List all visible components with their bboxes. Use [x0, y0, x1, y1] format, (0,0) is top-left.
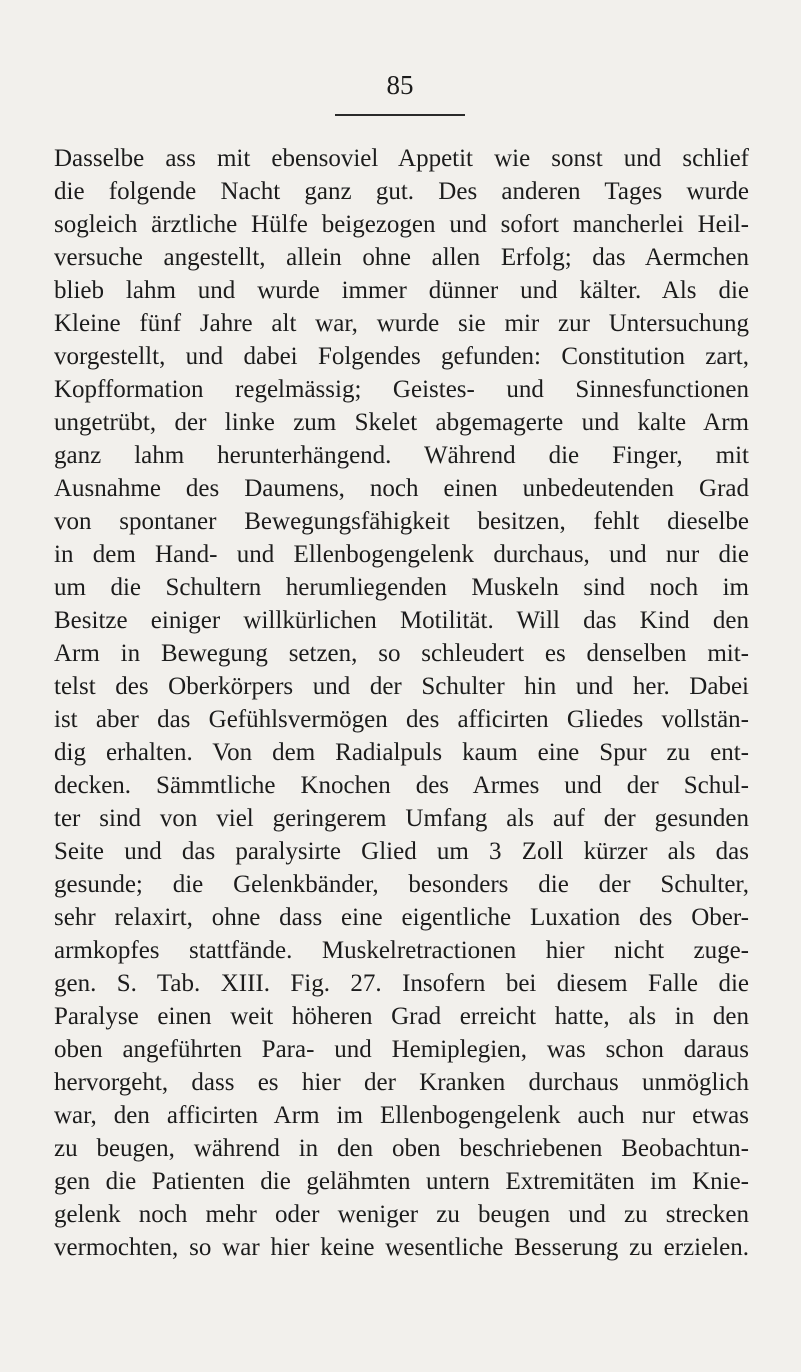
- text-line: hervorgeht, dass es hier der Kranken durchaus unmöglich: [54, 1069, 749, 1096]
- text-line: von spontaner Bewegungsfähigkeit besitzen, fehlt dieselbe: [54, 508, 749, 535]
- text-line: Arm in Bewegung setzen, so schleudert es denselben mit-: [54, 640, 749, 667]
- text-line: Seite und das paralysirte Glied um 3 Zoll kürzer als das: [54, 838, 749, 865]
- text-line: ter sind von viel geringerem Umfang als auf der gesunden: [54, 805, 749, 832]
- page-number: 85: [386, 70, 414, 100]
- text-line: vorgestellt, und dabei Folgendes gefunden: Constitution zart,: [54, 343, 749, 370]
- text-line: gen. S. Tab. XIII. Fig. 27. Insofern bei diesem Falle die: [54, 970, 749, 997]
- text-line: gen die Patienten die gelähmten untern Extremitäten im Knie-: [54, 1168, 749, 1195]
- text-line: war, den afficirten Arm im Ellenbogengelenk auch nur etwas: [54, 1102, 749, 1129]
- text-line: armkopfes stattfände. Muskelretractionen hier nicht zuge-: [54, 937, 749, 964]
- text-line: vermochten, so war hier keine wesentliche Besserung zu erzielen.: [54, 1234, 749, 1261]
- text-line: gelenk noch mehr oder weniger zu beugen und zu strecken: [54, 1201, 749, 1228]
- text-line: Kopfformation regelmässig; Geistes- und Sinnesfunctionen: [54, 376, 749, 403]
- text-line: ungetrübt, der linke zum Skelet abgemagerte und kalte Arm: [54, 409, 749, 436]
- text-line: sogleich ärztliche Hülfe beigezogen und sofort mancherlei Heil-: [54, 211, 749, 238]
- text-line: um die Schultern herumliegenden Muskeln sind noch im: [54, 574, 749, 601]
- text-line: Dasselbe ass mit ebensoviel Appetit wie sonst und schlief: [54, 145, 749, 172]
- header-rule: [335, 114, 465, 116]
- text-line: decken. Sämmtliche Knochen des Armes und der Schul-: [54, 772, 749, 799]
- text-line: sehr relaxirt, ohne dass eine eigentliche Luxation des Ober-: [54, 904, 749, 931]
- text-line: Besitze einiger willkürlichen Motilität. Will das Kind den: [54, 607, 749, 634]
- text-line: die folgende Nacht ganz gut. Des anderen Tages wurde: [54, 178, 749, 205]
- text-line: ist aber das Gefühlsvermögen des afficirten Gliedes vollstän-: [54, 706, 749, 733]
- text-line: ganz lahm herunterhängend. Während die Finger, mit: [54, 442, 749, 469]
- text-line: gesunde; die Gelenkbänder, besonders die der Schulter,: [54, 871, 749, 898]
- text-line: in dem Hand- und Ellenbogengelenk durchaus, und nur die: [54, 541, 749, 568]
- text-line: telst des Oberkörpers und der Schulter hin und her. Dabei: [54, 673, 749, 700]
- text-line: versuche angestellt, allein ohne allen Erfolg; das Aermchen: [54, 244, 749, 271]
- text-line: Kleine fünf Jahre alt war, wurde sie mir zur Untersuchung: [54, 310, 749, 337]
- text-line: Ausnahme des Daumens, noch einen unbedeutenden Grad: [54, 475, 749, 502]
- text-line: zu beugen, während in den oben beschriebenen Beobachtun-: [54, 1135, 749, 1162]
- text-line: oben angeführten Para- und Hemiplegien, was schon daraus: [54, 1036, 749, 1063]
- text-line: dig erhalten. Von dem Radialpuls kaum eine Spur zu ent-: [54, 739, 749, 766]
- text-line: blieb lahm und wurde immer dünner und kälter. Als die: [54, 277, 749, 304]
- text-line: Paralyse einen weit höheren Grad erreicht hatte, als in den: [54, 1003, 749, 1030]
- body-text: [54, 142, 749, 1264]
